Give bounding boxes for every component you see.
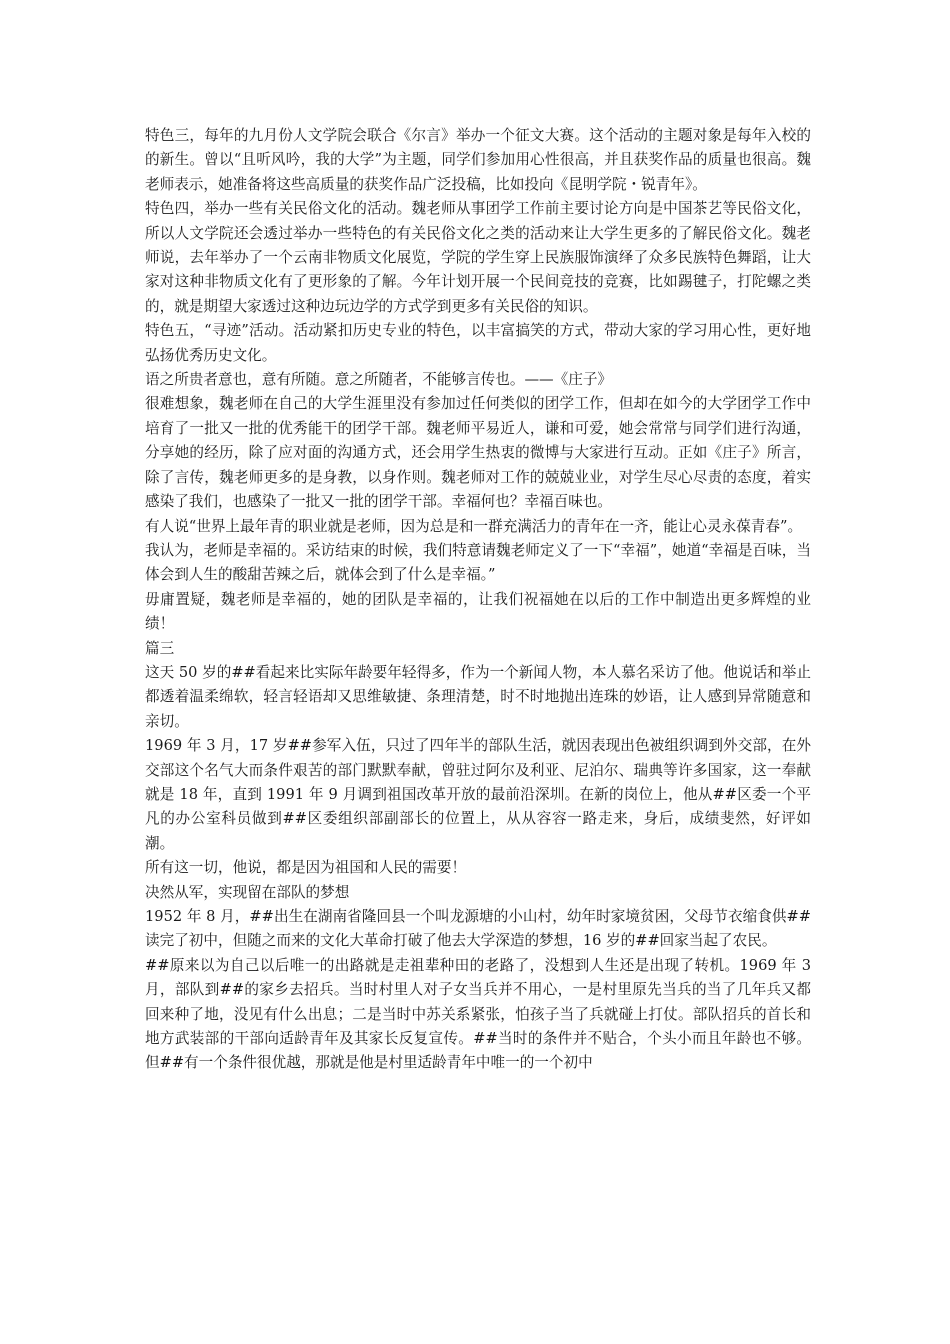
paragraph-recruitment: ##原来以为自己以后唯一的出路就是走祖辈种田的老路了，没想到人生还是出现了转机。1969 年 3 月，部队到##的家乡去招兵。当时村里人对子女当兵并不用心，一是村里原先当兵的当了几年兵又都回来种了地，没见有什么出息；二是当时中苏关系紧张，怕孩子当了兵就碰上打仗。部队招兵的首长和地方武装部的干部向适龄青年及其家长反复宣传。##当时的条件并不贴合，个头小而且年龄也不够。但##有一个条件很优越，那就是他是村里适龄青年中唯一的一个初中 bbox=[145, 956, 811, 1072]
paragraph-career: 1969 年 3 月，17 岁##参军入伍，只过了四年半的部队生活，就因表现出色被组织调到外交部，在外交部这个名气大而条件艰苦的部门默默奉献，曾驻过阿尔及利亚、尼泊尔、瑞典等许多国家，这一奉献就是 18 年，直到 1991 年 9 月调到祖国改革开放的最前沿深圳。在新的岗位上，他从##区委一个平凡的办公室科员做到##区委组织部副部长的位置上，从从容容一路走来，身后，成绩斐然，好评如潮。 bbox=[145, 737, 811, 852]
paragraph-motivation: 所有这一切，他说，都是因为祖国和人民的需要！ bbox=[145, 859, 467, 877]
paragraph-happiness-definition: 我认为，老师是幸福的。采访结束的时候，我们特意请魏老师定义了一下“幸福”，她道“幸福是百味，当体会到人生的酸甜苦辣之后，就体会到了什么是幸福。” bbox=[145, 541, 811, 584]
paragraph-interview-intro: 这天 50 岁的##看起来比实际年龄要年轻得多，作为一个新闻人物，本人慕名采访了他。他说话和举止都透着温柔绵软，轻言轻语却又思维敏捷、条理清楚，时不时地抛出连珠的妙语，让人感到异常随意和亲切。 bbox=[145, 663, 811, 730]
paragraph-teacher-wei: 很难想象，魏老师在自己的大学生涯里没有参加过任何类似的团学工作，但却在如今的大学团学工作中培育了一批又一批的优秀能干的团学干部。魏老师平易近人，谦和可爱，她会常常与同学们进行沟通，分享她的经历，除了应对面的沟通方式，还会用学生热衷的微博与大家进行互动。正如《庄子》所言，除了言传，魏老师更多的是身教，以身作则。魏老师对工作的兢兢业业，对学生尽心尽责的态度，着实感染了我们，也感染了一批又一批的团学干部。幸福何也？幸福百味也。 bbox=[145, 395, 811, 511]
paragraph-feature-four: 特色四，举办一些有关民俗文化的活动。魏老师从事团学工作前主要讨论方向是中国茶艺等民俗文化，所以人文学院还会透过举办一些特色的有关民俗文化之类的活动来让大学生更多的了解民俗文化。魏老师说，去年举办了一个云南非物质文化展览，学院的学生穿上民族服饰演绎了众多民族特色舞蹈，让大家对这种非物质文化有了更形象的了解。今年计划开展一个民间竞技的竞赛，比如踢毽子，打陀螺之类的，就是期望大家透过这种边玩边学的方式学到更多有关民俗的知识。 bbox=[145, 200, 811, 315]
paragraph-feature-three: 特色三，每年的九月份人文学院会联合《尔言》举办一个征文大赛。这个活动的主题对象是每年入校的的新生。曾以“且听风吟，我的大学”为主题，同学们参加用心性很高，并且获奖作品的质量也很高。魏老师表示，她准备将这些高质量的获奖作品广泛投稿，比如投向《昆明学院・锐青年》。 bbox=[145, 127, 811, 193]
paragraph-childhood: 1952 年 8 月，##出生在湖南省隆回县一个叫龙源塘的小山村，幼年时家境贫困，父母节衣缩食供##读完了初中，但随之而来的文化大革命打破了他去大学深造的梦想，16 岁的##回家当起了农民。 bbox=[145, 908, 811, 950]
document-body bbox=[145, 124, 811, 1076]
paragraph-zhuangzi-quote: 语之所贵者意也，意有所随。意之所随者，不能够言传也。——《庄子》 bbox=[145, 371, 613, 389]
paragraph-youthful-profession: 有人说“世界上最年青的职业就是老师，因为总是和一群充满活力的青年在一齐，能让心灵永葆青春”。 bbox=[145, 517, 803, 535]
section-heading-part-three: 篇三 bbox=[145, 639, 175, 657]
paragraph-blessing: 毋庸置疑，魏老师是幸福的，她的团队是幸福的，让我们祝福她在以后的工作中制造出更多辉煌的业绩！ bbox=[145, 590, 811, 633]
paragraph-feature-five: 特色五，“寻迹”活动。活动紧扣历史专业的特色，以丰富搞笑的方式，带动大家的学习用心性，更好地弘扬优秀历史文化。 bbox=[145, 322, 811, 364]
subheading-joining-army: 决然从军，实现留在部队的梦想 bbox=[145, 883, 350, 901]
